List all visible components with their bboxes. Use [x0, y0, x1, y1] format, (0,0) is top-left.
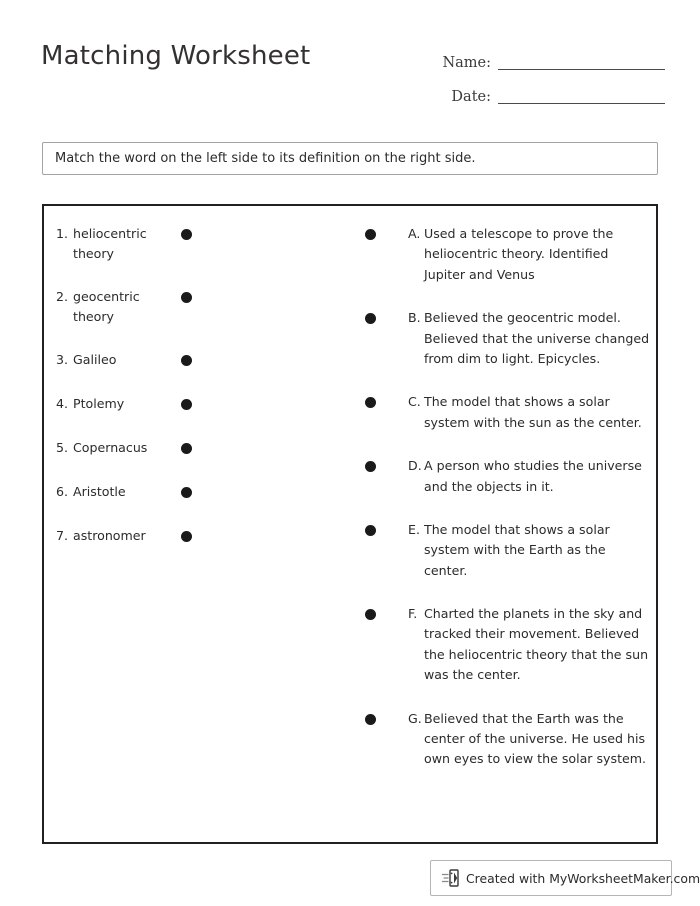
definition-text — [408, 308, 652, 369]
footer-badge-text: Created with MyWorksheetMaker.com — [466, 870, 700, 886]
definition-label: Used a telescope to prove the heliocentric theory. Identified Jupiter and Venus — [424, 226, 614, 282]
match-dot-icon[interactable] — [181, 355, 192, 366]
term-number: 6. — [56, 483, 69, 499]
name-row — [415, 42, 665, 72]
term-dot-wrapper — [166, 526, 206, 542]
term-dot-wrapper — [166, 482, 206, 498]
definition-label: Believed that the Earth was the center of the universe. He used his own eyes to view the solar system. — [424, 710, 647, 767]
definition-dot-wrapper — [362, 604, 408, 620]
list-item[interactable] — [362, 392, 652, 433]
term-dot-wrapper — [166, 224, 206, 240]
match-dot-icon[interactable] — [181, 399, 192, 410]
instruction-text: Match the word on the left side to its definition on the right side. — [55, 150, 476, 166]
term-text — [56, 224, 166, 265]
list-item[interactable] — [362, 709, 652, 770]
term-label: Ptolemy — [73, 395, 125, 411]
term-dot-wrapper — [166, 394, 206, 410]
definition-label: The model that shows a solar system with the Earth as the center. — [424, 521, 610, 578]
term-number: 4. — [56, 395, 69, 411]
match-dot-icon[interactable] — [181, 292, 192, 303]
term-label: astronomer — [73, 527, 146, 543]
terms-column — [56, 224, 246, 570]
definition-label: Charted the planets in the sky and tracked their movement. Believed the heliocentric theory that the sun was the center. — [424, 606, 649, 683]
date-input-line[interactable] — [498, 103, 665, 104]
definition-letter: B. — [408, 310, 421, 326]
definition-text — [408, 224, 652, 285]
definition-text — [408, 604, 652, 686]
term-number: 7. — [56, 527, 69, 543]
list-item[interactable] — [362, 308, 652, 369]
definition-dot-wrapper — [362, 456, 408, 472]
term-text — [56, 394, 166, 414]
list-item[interactable] — [362, 456, 652, 497]
list-item[interactable] — [56, 287, 246, 328]
worksheet-maker-logo-icon — [436, 867, 466, 889]
date-row — [415, 76, 665, 106]
term-label: heliocentric theory — [73, 226, 147, 262]
list-item[interactable] — [56, 350, 246, 372]
definition-dot-wrapper — [362, 308, 408, 324]
definition-dot-wrapper — [362, 392, 408, 408]
term-text — [56, 482, 166, 502]
list-item[interactable] — [56, 394, 246, 416]
instruction-box — [42, 142, 658, 175]
term-number: 2. — [56, 288, 69, 304]
match-dot-icon[interactable] — [365, 313, 376, 324]
term-dot-wrapper — [166, 350, 206, 366]
list-item[interactable] — [362, 520, 652, 581]
matching-area — [42, 204, 658, 844]
match-dot-icon[interactable] — [365, 525, 376, 536]
term-label: Aristotle — [73, 483, 126, 499]
match-dot-icon[interactable] — [181, 443, 192, 454]
match-dot-icon[interactable] — [181, 531, 192, 542]
matching-columns — [44, 206, 656, 842]
definition-text — [408, 456, 652, 497]
definition-letter: A. — [408, 226, 421, 241]
name-input-line[interactable] — [498, 69, 665, 70]
term-text — [56, 287, 166, 328]
list-item[interactable] — [362, 224, 652, 285]
definition-letter: G. — [408, 710, 422, 726]
term-label: geocentric theory — [73, 288, 140, 325]
definition-letter: D. — [408, 458, 422, 474]
term-text — [56, 526, 166, 546]
definition-letter: E. — [408, 521, 420, 537]
term-label: Galileo — [73, 351, 117, 367]
footer-badge[interactable] — [430, 860, 700, 896]
term-dot-wrapper — [166, 287, 206, 303]
definition-label: The model that shows a solar system with the sun as the center. — [424, 394, 642, 430]
definition-label: A person who studies the universe and the objects in it. — [424, 458, 642, 494]
match-dot-icon[interactable] — [365, 609, 376, 620]
match-dot-icon[interactable] — [365, 461, 376, 472]
term-text — [56, 350, 166, 370]
match-dot-icon[interactable] — [365, 397, 376, 408]
list-item[interactable] — [56, 224, 246, 265]
definition-letter: C. — [408, 394, 421, 410]
term-label: Copernacus — [73, 439, 148, 455]
term-number: 3. — [56, 351, 69, 367]
name-date-block — [415, 42, 665, 110]
worksheet-header — [0, 0, 700, 120]
term-number: 5. — [56, 439, 69, 455]
term-dot-wrapper — [166, 438, 206, 454]
date-label: Date: — [451, 89, 491, 105]
page-title: Matching Worksheet — [41, 41, 311, 71]
list-item[interactable] — [56, 526, 246, 548]
list-item[interactable] — [56, 438, 246, 460]
match-dot-icon[interactable] — [365, 229, 376, 240]
definition-dot-wrapper — [362, 224, 408, 240]
term-text — [56, 438, 166, 458]
definition-letter: F. — [408, 606, 418, 622]
definitions-column — [362, 224, 652, 793]
name-label: Name: — [442, 55, 491, 71]
list-item[interactable] — [362, 604, 652, 686]
term-number: 1. — [56, 226, 69, 241]
match-dot-icon[interactable] — [365, 714, 376, 725]
match-dot-icon[interactable] — [181, 487, 192, 498]
definition-text — [408, 392, 652, 433]
match-dot-icon[interactable] — [181, 229, 192, 240]
definition-dot-wrapper — [362, 520, 408, 536]
list-item[interactable] — [56, 482, 246, 504]
definition-dot-wrapper — [362, 709, 408, 725]
definition-text — [408, 709, 652, 770]
definition-text — [408, 520, 652, 581]
definition-label: Believed the geocentric model. Believed that the universe changed from dim to light. Epicycles. — [424, 310, 650, 366]
